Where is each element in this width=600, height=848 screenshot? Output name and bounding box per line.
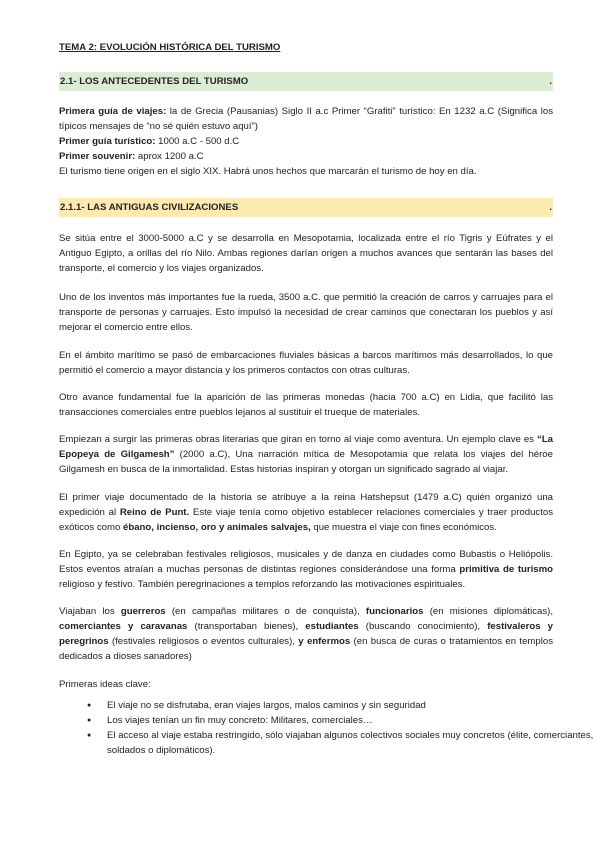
paragraph-text: Otro avance fundamental fue la aparición de las primeras monedas (hacia 700 a.C) en Lidia, que facilitó las transacciones comerciales entre pueblos lejanos al sustituir el trueque de materiales. <box>59 392 553 418</box>
paragraph-4 <box>59 390 553 420</box>
tourism-origin: El turismo tiene origen en el siglo XIX. Habrá unos hechos que marcarán el turismo de hoy en día. <box>59 166 477 177</box>
first-souvenir-label: Primer souvenir: <box>59 151 136 162</box>
text-run: (en campañas militares o de conquista), <box>165 606 366 617</box>
paragraph-text <box>59 547 553 592</box>
text-run: El primer viaje documentado de la historia se atribuye a la reina Hatshepsut (1479 a.C) quién organizó una expedición al <box>59 492 553 518</box>
traveler-comerciantes: comerciantes y caravanas <box>59 621 188 632</box>
section-heading-antecedentes <box>59 72 553 91</box>
gilgamesh-title: “La Epopeya de Gilgamesh” <box>59 434 553 460</box>
primitive-tourism: primitiva de turismo <box>459 564 553 575</box>
traveler-enfermos: y enfermos <box>298 636 351 647</box>
document-title: TEMA 2: EVOLUCIÓN HISTÓRICA DEL TURISMO <box>59 42 281 53</box>
paragraph-6 <box>59 490 553 535</box>
paragraph-2 <box>59 290 553 335</box>
text-run: (transportaban bienes), <box>187 621 306 632</box>
paragraph-text <box>59 432 553 477</box>
section-heading-trail: . <box>549 202 552 213</box>
first-touristic-label: Primer guía turístico: <box>59 136 156 147</box>
section-heading-text: 2.1- LOS ANTECEDENTES DEL TURISMO <box>60 76 249 87</box>
ideas-heading-block <box>59 677 553 692</box>
paragraph-text <box>59 604 553 664</box>
paragraph-text: Se sitúa entre el 3000-5000 a.C y se desarrolla en Mesopotamia, localizada entre el río Tigris y Eúfrates y el Antiguo Egipto, a orillas del río Nilo. Ambas regiones darían origen a muchos avances que sentarán las bases del transporte, el comercio y los viajes organizados. <box>59 233 553 274</box>
paragraph-3 <box>59 348 553 378</box>
section-heading-trail: . <box>549 76 552 87</box>
paragraph-7 <box>59 547 553 592</box>
first-touristic-guide <box>59 134 553 149</box>
text-run: Empiezan a surgir las primeras obras literarias que giran en torno al viaje como aventura. Un ejemplo clave es <box>59 434 537 445</box>
intro-block <box>59 104 553 179</box>
section-heading-civilizaciones <box>59 198 553 217</box>
exotic-products: ébano, incienso, oro y animales salvajes, <box>123 522 311 533</box>
text-run: (en misiones diplomáticas), <box>423 606 554 617</box>
text-run: que muestra el viaje con fines económicos. <box>310 522 497 533</box>
first-touristic-text: 1000 a.C - 500 d.C <box>155 136 240 147</box>
text-run: (buscando conocimiento), <box>358 621 488 632</box>
text-run: (en busca de curas o tratamientos en templos dedicados a dioses sanadores) <box>59 636 554 662</box>
first-guide-label: Primera guía de viajes: <box>59 106 167 117</box>
list-item: ● Los viajes tenían un fin muy concreto: Militares, comerciales… <box>107 713 600 728</box>
ideas-heading: Primeras ideas clave: <box>59 679 151 690</box>
paragraph-1 <box>59 231 553 276</box>
traveler-festivaleros: festivaleros y peregrinos <box>59 621 553 647</box>
key-ideas-list <box>59 698 600 758</box>
text-run: Este viaje tenía como objetivo establecer relaciones comerciales y traer productos exóticos como <box>59 507 554 533</box>
paragraph-text: Uno de los inventos más importantes fue la rueda, 3500 a.C. que permitió la creación de carros y carruajes para el transporte de personas y carruajes. Esto impulsó la necesidad de crear caminos que conectaran los pueblos y así mejorar el comercio entre ellos. <box>59 292 553 333</box>
traveler-funcionarios: funcionarios <box>365 606 424 617</box>
first-guide-paragraph <box>59 104 553 134</box>
text-run: religioso y festivo. También peregrinaciones a templos reforzando las motivaciones espirituales. <box>59 579 466 590</box>
first-souvenir-text: aprox 1200 a.C <box>135 151 204 162</box>
reino-de-punt: Reino de Punt. <box>119 507 190 518</box>
first-guide-text: la de Grecia (Pausanias) Siglo II a.c Primer “Grafiti” turístico: En 1232 a.C (Significa los típicos mensajes de “no sé quién estuvo aquí”) <box>59 106 554 132</box>
paragraph-text <box>59 490 553 535</box>
list-item: ● El acceso al viaje estaba restringido, sólo viajaban algunos colectivos sociales muy concretos (élite, comerciantes, soldados o diplomáticos). <box>107 728 600 758</box>
list-item: ● El viaje no se disfrutaba, eran viajes largos, malos caminos y sin seguridad <box>107 698 600 713</box>
traveler-estudiantes: estudiantes <box>305 621 359 632</box>
first-souvenir <box>59 149 553 164</box>
text-run: (festivales religiosos o eventos culturales), <box>108 636 299 647</box>
section-heading-text: 2.1.1- LAS ANTIGUAS CIVILIZACIONES <box>60 202 239 213</box>
paragraph-text: En el ámbito marítimo se pasó de embarcaciones fluviales básicas a barcos marítimos más desarrollados, lo que permitió el comercio a mayor distancia y los primeros contactos con otras culturas. <box>59 350 553 376</box>
paragraph-8 <box>59 604 553 664</box>
text-run: Viajaban los <box>59 606 121 617</box>
traveler-guerreros: guerreros <box>120 606 166 617</box>
text-run: En Egipto, ya se celebraban festivales religiosos, musicales y de danza en ciudades como Bubastis o Heliópolis. Estos eventos atraían a muchas personas de distintas regiones considerándose una forma <box>59 549 553 575</box>
text-run: (2000 a.C), Una narración mítica de Mesopotamia que relata los viajes del héroe Gilgamesh en busca de la inmortalidad. Estas historias inspiran y otorgan un significado sagrado al viajar. <box>59 449 553 475</box>
paragraph-5 <box>59 432 553 477</box>
